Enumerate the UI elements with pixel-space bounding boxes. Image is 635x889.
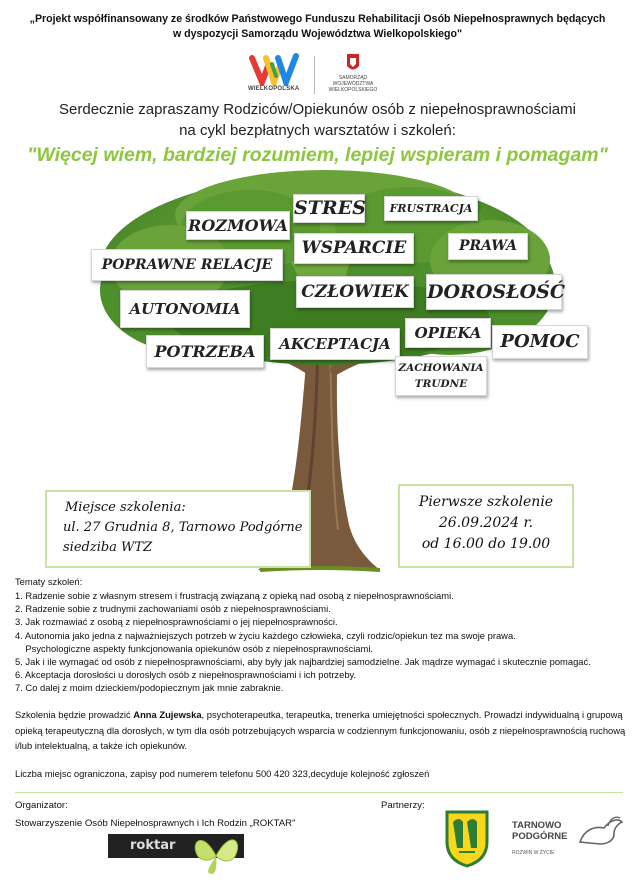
instructor-info [15, 707, 627, 754]
topic-item: 2. Radzenie sobie z trudnymi zachowaniami osób z niepełnosprawnościami. [15, 603, 331, 615]
samorzad-logo-text: SAMORZĄD WOJEWÓDZTWA WIELKOPOLSKIEGO [328, 75, 378, 93]
tree-word-akceptacja: AKCEPTACJA [270, 328, 400, 360]
sponsor-logos [0, 52, 635, 98]
tree-word-zachowania-trudne [395, 356, 487, 396]
tarnowo-podgorne-logo [512, 812, 630, 868]
tree-word-prawa: PRAWA [448, 233, 528, 260]
tp-logo-line2: PODGÓRNE [512, 831, 568, 842]
invite-line-2: na cykl bezpłatnych warsztatów i szkoleń: [179, 122, 456, 139]
instructor-name: Anna Zujewska [133, 709, 202, 720]
instructor-description: , psychoterapeutka, terapeutka, trenerka umiejętności społecznych. Prowadzi indywidualną i grupową opieką terapeutyczną dla dorosłych, w tym dla osób potrzebujących wsparcia w codziennym funkcjonowaniu, osób z niepełnosprawnością ruchową i/lub intelektualną, a także ich opiekunów. [15, 709, 626, 751]
roktar-logo-text: roktar [130, 838, 176, 853]
tree-word-zachowania-line1: ZACHOWANIA [398, 362, 484, 374]
rokietnica-crest-icon [443, 808, 491, 868]
registration-info: Liczba miejsc ograniczona, zapisy pod numerem telefonu 500 420 323,decyduje kolejność zgłoszeń [15, 768, 430, 779]
tree-word-rozmowa: ROZMOWA [186, 211, 290, 240]
goat-icon [574, 814, 626, 848]
tree-word-autonomia: AUTONOMIA [120, 290, 250, 328]
organizer-name: Stowarzyszenie Osób Niepełnosprawnych i Ich Rodzin „ROKTAR" [15, 818, 296, 829]
project-line-2: w dyspozycji Samorządu Województwa Wielkopolskiego" [172, 28, 463, 40]
topics-title: Tematy szkoleń: [15, 576, 83, 587]
topic-item: 7. Co dalej z moim dzieckiem/podopiecznym jak mnie zabraknie. [15, 682, 284, 694]
tree-word-zachowania-line2: TRUDNE [414, 378, 468, 390]
first-session-label: Pierwsze szkolenie [418, 494, 554, 510]
first-session-time: od 16.00 do 19.00 [421, 536, 551, 552]
workshop-title: "Więcej wiem, bardziej rozumiem, lepiej wspieram i pomagam" [27, 144, 608, 166]
first-session-box [398, 484, 574, 568]
tp-logo-text [512, 820, 567, 842]
topics-list [15, 589, 625, 695]
tree-word-doroslosc: DOROSŁOŚĆ [426, 274, 562, 310]
logo-divider [314, 56, 315, 94]
topic-item: 5. Jak i ile wymagać od osób z niepełnosprawnościami, aby były jak najbardziej samodzielne. Jak mądrze wymagać i skutecznie pomagać. [15, 656, 591, 668]
wielkopolska-logo-text: WIELKOPOLSKA [248, 86, 300, 92]
invitation [0, 99, 635, 141]
location-venue: siedziba WTZ [63, 540, 153, 555]
tp-logo-tagline: ROZWIŃ W ŻYCIE [512, 850, 555, 856]
samorzad-logo [323, 52, 403, 98]
location-label: Miejsce szkolenia: [65, 500, 186, 515]
eagle-crest-icon [323, 52, 383, 74]
tree-word-potrzeba: POTRZEBA [146, 335, 264, 368]
project-line-1: „Projekt współfinansowany ze środków Państwowego Funduszu Rehabilitacji Osób Niepełnosprawnych będących [29, 13, 606, 25]
instructor-prefix: Szkolenia będzie prowadzić [15, 709, 134, 720]
location-address: ul. 27 Grudnia 8, Tarnowo Podgórne [63, 520, 303, 535]
topic-item: 4. Autonomia jako jedna z najważniejszych potrzeb w życiu każdego człowieka, czyli rodzic/opiekun tez ma swoje prawa. [15, 629, 516, 641]
training-location-box [45, 490, 311, 568]
topic-item: 6. Akceptacja dorosłości u dorosłych osób z niepełnosprawnościami i ich potrzeby. [15, 669, 357, 681]
tree-word-czlowiek: CZŁOWIEK [296, 276, 414, 308]
first-session-date: 26.09.2024 r. [438, 515, 534, 531]
topic-item: 1. Radzenie sobie z własnym stresem i frustracją związaną z opieką nad osobą z niepełnosprawnościami. [15, 590, 454, 601]
butterfly-icon [190, 826, 242, 878]
invite-line-1: Serdecznie zapraszamy Rodziców/Opiekunów osób z niepełnosprawnościami [59, 101, 576, 118]
tree-word-wsparcie: WSPARCIE [294, 233, 414, 264]
footer-divider [15, 792, 623, 793]
wielkopolska-logo [246, 52, 302, 98]
tree-word-opieka: OPIEKA [405, 318, 491, 348]
partners-label: Partnerzy: [381, 800, 425, 811]
tp-logo-line1: TARNOWO [512, 820, 562, 831]
project-funding-note [0, 12, 635, 42]
topic-item: 3. Jak rozmawiać z osobą z niepełnosprawnościami o jej niepełnosprawności. [15, 616, 338, 628]
organizer-label: Organizator: [15, 800, 68, 811]
tree-word-frustracja: FRUSTRACJA [384, 196, 478, 221]
tree-word-stres: STRES [293, 194, 365, 223]
tree-word-pomoc: POMOC [492, 325, 588, 359]
topic-item: Psychologiczne aspekty funkcjonowania opiekunów osób z niepełnosprawnościami. [15, 642, 374, 654]
wielkopolska-w-icon [246, 52, 302, 86]
tree-word-poprawne-relacje: POPRAWNE RELACJE [91, 249, 283, 281]
